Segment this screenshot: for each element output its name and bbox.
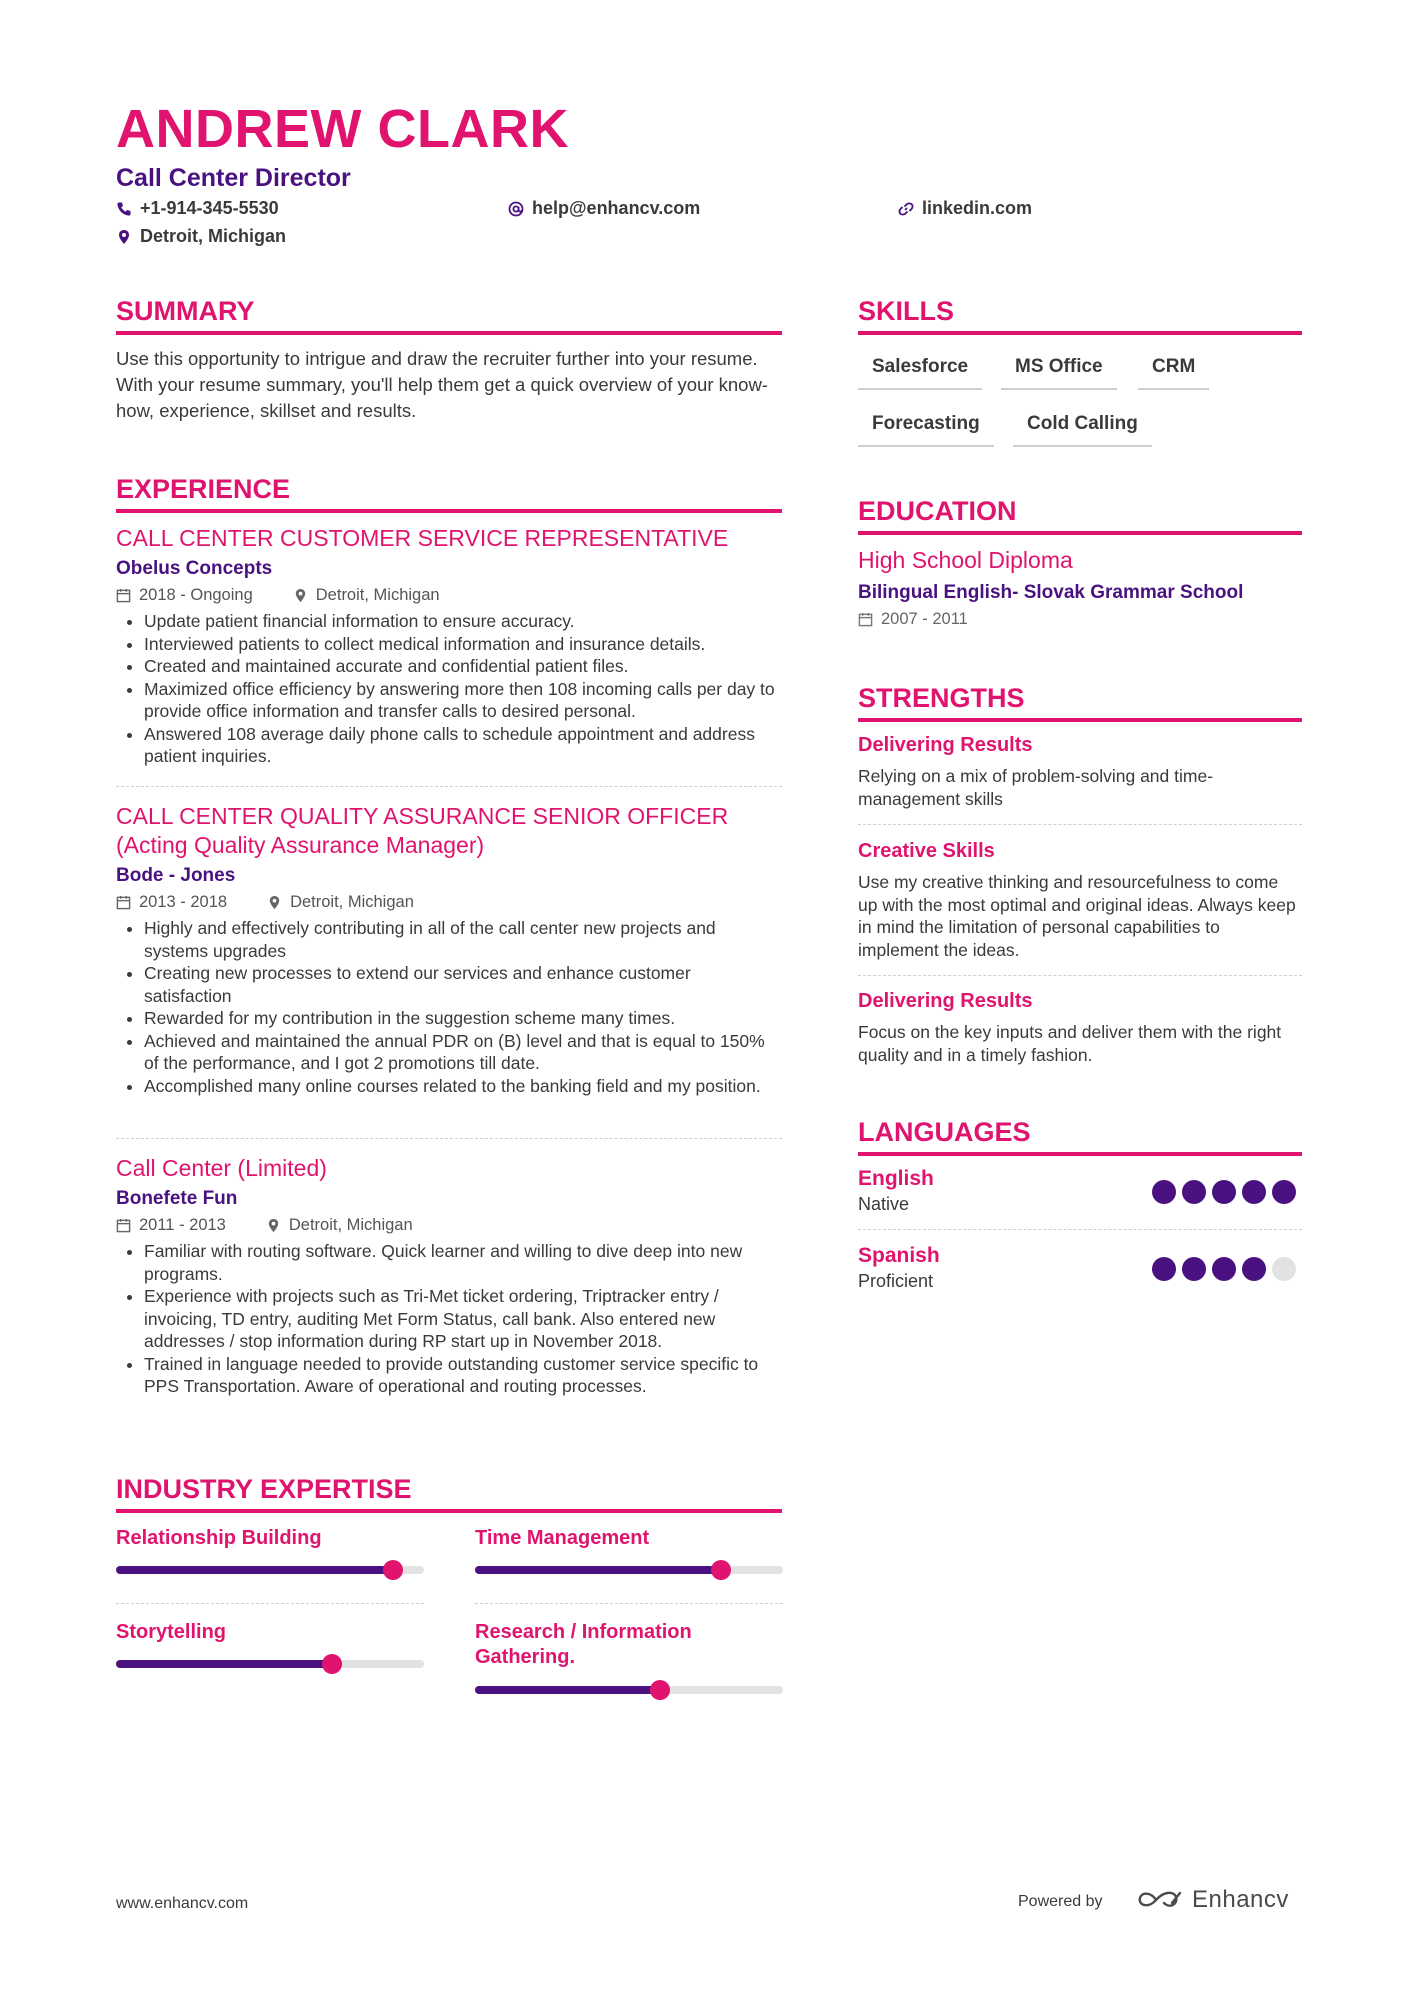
skill-tag: Cold Calling xyxy=(1013,413,1152,447)
experience-item xyxy=(116,524,782,768)
education-dates-row xyxy=(858,610,968,629)
expertise-bar xyxy=(116,1660,424,1668)
strengths-heading: STRENGTHS xyxy=(858,683,1302,722)
email-text: help@enhancv.com xyxy=(532,198,701,218)
location-contact xyxy=(116,226,286,247)
location-pin-icon xyxy=(267,895,282,910)
language-level: Native xyxy=(858,1194,910,1214)
calendar-icon xyxy=(858,612,873,627)
expertise-bar xyxy=(475,1566,783,1574)
expertise-label: Time Management xyxy=(475,1527,650,1549)
expertise-label: Relationship Building xyxy=(116,1527,322,1549)
expertise-bar-knob xyxy=(322,1654,342,1674)
experience-company: Bode - Jones xyxy=(116,865,236,886)
list-item: • Achieved and maintained the annual PDR on (B) level and that is equal to 150% of the performance, and I got 2 promotions till date. xyxy=(144,1030,782,1075)
summary-heading: SUMMARY xyxy=(116,296,782,335)
rating-dot xyxy=(1272,1257,1296,1281)
skill-tag: Salesforce xyxy=(858,356,982,390)
rating-dot xyxy=(1152,1180,1176,1204)
skill-tag: Forecasting xyxy=(858,413,994,447)
strength-title: Delivering Results xyxy=(858,734,1033,756)
powered-by-text: Powered by xyxy=(1018,1893,1103,1910)
list-item: • Trained in language needed to provide outstanding customer service specific to PPS Transportation. Aware of operational and routing processes. xyxy=(144,1353,782,1398)
location-text: Detroit, Michigan xyxy=(140,226,287,246)
experience-dates: 2013 - 2018 xyxy=(139,893,228,911)
language-rating xyxy=(1152,1180,1296,1204)
summary-text: Use this opportunity to intrigue and draw the recruiter further into your resume. With your resume summary, you'll help them get a quick overview of your know-how, experience, skillset and results. xyxy=(116,348,768,421)
expertise-bar-fill xyxy=(116,1566,393,1574)
linkedin-contact[interactable] xyxy=(898,198,1032,219)
rating-dot xyxy=(1212,1180,1236,1204)
rating-dot xyxy=(1182,1257,1206,1281)
enhancv-logo-icon xyxy=(1136,1887,1184,1913)
location-pin-icon xyxy=(116,229,132,245)
divider xyxy=(116,786,782,787)
email-contact[interactable] xyxy=(508,198,700,219)
experience-company: Obelus Concepts xyxy=(116,558,273,579)
candidate-name: ANDREW CLARK xyxy=(116,99,569,159)
education-dates: 2007 - 2011 xyxy=(881,610,968,628)
skill-tag: CRM xyxy=(1138,356,1209,390)
experience-role: Call Center (Limited) xyxy=(116,1155,327,1181)
skill-tag: MS Office xyxy=(1001,356,1117,390)
list-item: • Answered 108 average daily phone calls to schedule appointment and address patient inquiries. xyxy=(144,723,782,768)
divider xyxy=(858,975,1302,976)
rating-dot xyxy=(1152,1257,1176,1281)
phone-icon xyxy=(116,201,132,217)
divider xyxy=(116,1603,424,1604)
divider xyxy=(116,1138,782,1139)
divider xyxy=(858,1229,1302,1230)
list-item: • Creating new processes to extend our services and enhance customer satisfaction xyxy=(144,962,782,1007)
education-heading: EDUCATION xyxy=(858,496,1302,535)
calendar-icon xyxy=(116,588,131,603)
enhancv-logo[interactable] xyxy=(1136,1886,1289,1914)
experience-bullets xyxy=(116,610,782,768)
experience-heading: EXPERIENCE xyxy=(116,474,782,513)
calendar-icon xyxy=(116,1218,131,1233)
experience-bullets xyxy=(116,917,782,1097)
experience-meta xyxy=(116,893,782,912)
experience-item xyxy=(116,802,782,1097)
location-pin-icon xyxy=(293,588,308,603)
location-pin-icon xyxy=(266,1218,281,1233)
phone-contact xyxy=(116,198,279,219)
languages-heading: LANGUAGES xyxy=(858,1117,1302,1156)
skills-heading: SKILLS xyxy=(858,296,1302,335)
expertise-bar-fill xyxy=(475,1686,660,1694)
industry-expertise-heading: INDUSTRY EXPERTISE xyxy=(116,1474,782,1513)
experience-company: Bonefete Fun xyxy=(116,1188,238,1209)
language-name: Spanish xyxy=(858,1244,940,1267)
phone-text: +1-914-345-5530 xyxy=(140,198,279,218)
list-item: • Interviewed patients to collect medical information and insurance details. xyxy=(144,633,782,656)
list-item: • Created and maintained accurate and confidential patient files. xyxy=(144,655,782,678)
experience-role: CALL CENTER QUALITY ASSURANCE SENIOR OFFICER (Acting Quality Assurance Manager) xyxy=(116,803,729,858)
rating-dot xyxy=(1212,1257,1236,1281)
divider xyxy=(858,824,1302,825)
strength-desc: Relying on a mix of problem-solving and time-management skills xyxy=(858,766,1214,809)
link-icon xyxy=(898,201,914,217)
expertise-bar-knob xyxy=(711,1560,731,1580)
brand-name: Enhancv xyxy=(1192,1886,1289,1913)
experience-dates: 2011 - 2013 xyxy=(139,1216,226,1234)
language-level: Proficient xyxy=(858,1271,934,1291)
rating-dot xyxy=(1242,1257,1266,1281)
linkedin-text: linkedin.com xyxy=(922,198,1033,218)
strength-title: Creative Skills xyxy=(858,840,995,862)
expertise-bar-knob xyxy=(383,1560,403,1580)
expertise-bar xyxy=(475,1686,783,1694)
experience-item xyxy=(116,1154,782,1398)
rating-dot xyxy=(1182,1180,1206,1204)
at-icon xyxy=(508,201,524,217)
calendar-icon xyxy=(116,895,131,910)
footer-url[interactable]: www.enhancv.com xyxy=(116,1895,249,1912)
experience-dates: 2018 - Ongoing xyxy=(139,586,253,604)
expertise-label: Storytelling xyxy=(116,1621,227,1643)
rating-dot xyxy=(1272,1180,1296,1204)
strength-desc: Focus on the key inputs and deliver them with the right quality and in a timely fashion. xyxy=(858,1022,1282,1065)
experience-meta xyxy=(116,1216,782,1235)
education-degree: High School Diploma xyxy=(858,547,1073,573)
list-item: • Rewarded for my contribution in the suggestion scheme many times. xyxy=(144,1007,782,1030)
expertise-bar-fill xyxy=(475,1566,721,1574)
rating-dot xyxy=(1242,1180,1266,1204)
list-item: • Highly and effectively contributing in all of the call center new projects and systems upgrades xyxy=(144,917,782,962)
list-item: • Maximized office efficiency by answering more then 108 incoming calls per day to provide office information and transfer calls to desired personal. xyxy=(144,678,782,723)
expertise-bar-fill xyxy=(116,1660,332,1668)
experience-meta xyxy=(116,586,782,605)
experience-location: Detroit, Michigan xyxy=(288,1216,413,1234)
experience-bullets xyxy=(116,1240,782,1398)
experience-location: Detroit, Michigan xyxy=(290,893,414,911)
language-rating xyxy=(1152,1257,1296,1281)
expertise-bar xyxy=(116,1566,424,1574)
strength-title: Delivering Results xyxy=(858,990,1033,1012)
experience-role: CALL CENTER CUSTOMER SERVICE REPRESENTATIVE xyxy=(116,525,729,551)
list-item: • Accomplished many online courses related to the banking field and my position. xyxy=(144,1075,782,1098)
education-school: Bilingual English- Slovak Grammar School xyxy=(858,582,1244,603)
expertise-bar-knob xyxy=(650,1680,670,1700)
list-item: • Familiar with routing software. Quick learner and willing to dive deep into new programs. xyxy=(144,1240,782,1285)
language-name: English xyxy=(858,1167,934,1190)
strength-desc: Use my creative thinking and resourcefulness to come up with the most optimal and original ideas. Always keep in mind the limitation of personal capabilities to implement the ideas. xyxy=(858,872,1296,960)
divider xyxy=(475,1603,783,1604)
experience-location: Detroit, Michigan xyxy=(315,586,440,604)
candidate-title: Call Center Director xyxy=(116,164,351,192)
expertise-label: Research / Information Gathering. xyxy=(475,1621,692,1668)
list-item: • Update patient financial information to ensure accuracy. xyxy=(144,610,782,633)
list-item: • Experience with projects such as Tri-Met ticket ordering, Triptracker entry / invoicing, TD entry, auditing Met Form Status, call bank. Also entered new addresses / stop information during RP start up in November 2018. xyxy=(144,1285,782,1353)
